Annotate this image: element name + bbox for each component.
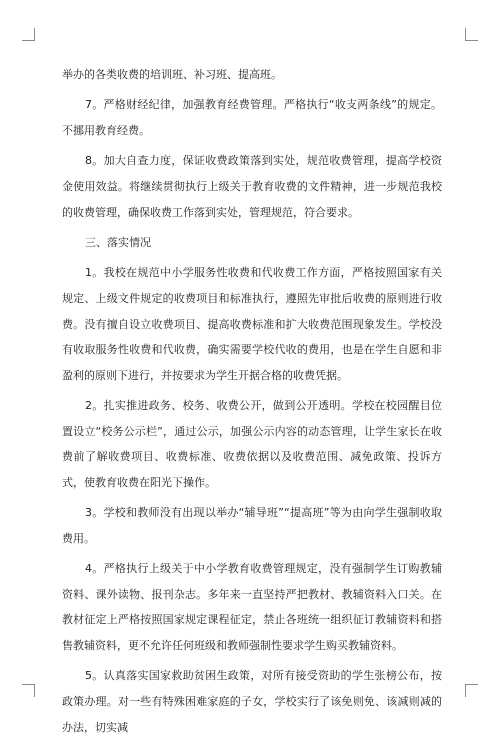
document-body [62,62,442,740]
paragraph-item-3: 3。学校和教师没有出现以举办“辅导班”“提高班”等为由向学生强制收取费用。 [62,506,442,545]
paragraph-item-1: 1。我校在规范中小学服务性收费和代收费工作方面，严格按照国家有关规定、上级文件规定的收费项目和标准执行，遵照先审批后收费的原则进行收费。没有擅自设立收费项目、提高收费标准和扩大收费范围现象发生。学校没有收取服务性收费和代收费，确实需要学校代收的费用，也是在学生自愿和非盈利的原则下进行，并按要求为学生开据合格的收费凭据。 [62,266,442,382]
crop-mark-bottom-right [465,684,478,697]
crop-mark-top-right [465,28,478,41]
section-heading: 三、落实情况 [85,235,151,249]
paragraph-item-7: 7。严格财经纪律，加强教育经费管理。严格执行“收支两条线”的规定。不挪用教育经费。 [62,98,442,137]
paragraph-item-5: 5。认真落实国家救助贫困生政策，对所有接受资助的学生张榜公布，按政策办理。对一些有特殊困难家庭的子女，学校实行了该免则免、该减则减的办法，切实减 [62,669,442,734]
paragraph-continued: 举办的各类收费的培训班、补习班、提高班。 [62,68,282,81]
crop-mark-top-left [22,28,35,41]
paragraph-item-4: 4。严格执行上级关于中小学教育收费管理规定，没有强制学生订购教辅资料、课外读物、报刊杂志。多年来一直坚持严把教材、教辅资料入口关。在教材征定上严格按照国家规定课程征定，禁止各班统一组织征订教辅资料和搭售教辅资料，更不允许任何班级和教师强制性要求学生购买教辅资料。 [62,562,442,653]
crop-mark-bottom-left [22,684,35,697]
paragraph-item-2: 2。扎实推进政务、校务、收费公开，做到公开透明。学校在校园醒目位置设立“校务公示栏”，通过公示，加强公示内容的动态管理，让学生家长在收费前了解收费项目、收费标准、收费依据以及收费范围、减免政策、投诉方式，使教育收费在阳光下操作。 [62,399,442,489]
paragraph-item-8: 8。加大自查力度，保证收费政策落到实处，规范收费管理，提高学校资金使用效益。将继续贯彻执行上级关于教育收费的文件精神，进一步规范我校的收费管理，确保收费工作落到实处，管理规范，符合要求。 [62,154,442,219]
